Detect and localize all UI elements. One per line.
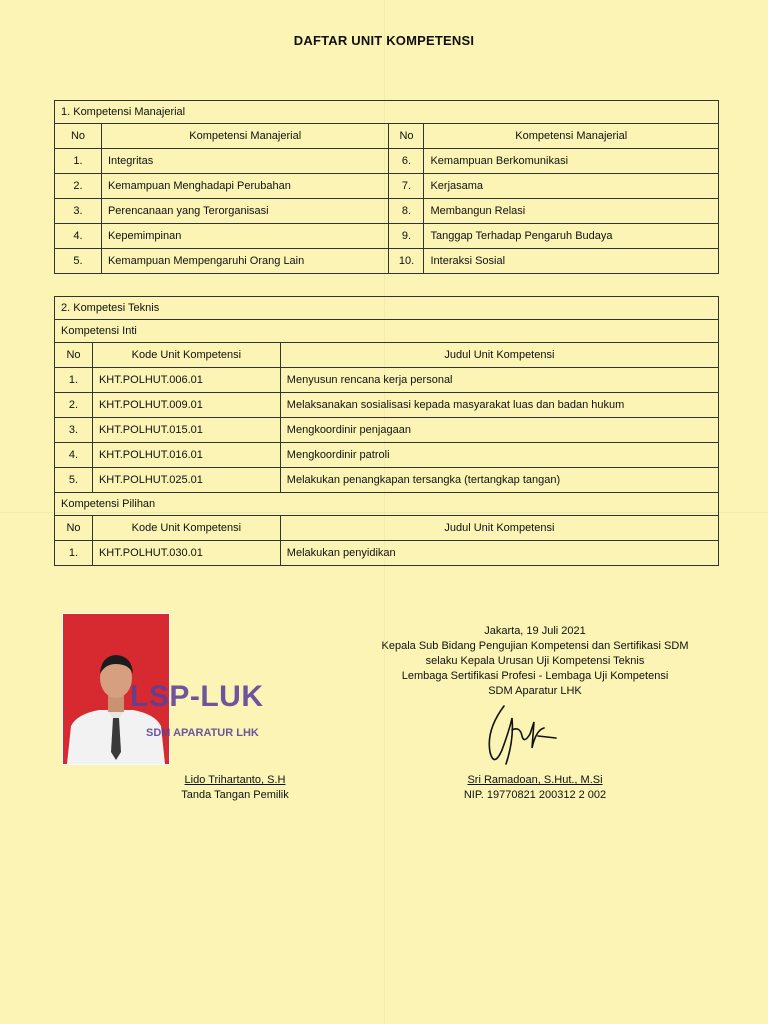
owner-name: Lido Trihartanto, S.H — [184, 774, 286, 786]
column-header-no: No — [55, 516, 93, 541]
row-number: 2. — [55, 393, 93, 418]
competency-name: Kepemimpinan — [101, 224, 389, 249]
technical-competency-table — [54, 296, 719, 566]
table-row — [55, 174, 719, 199]
column-header-no: No — [55, 343, 93, 368]
competency-name: Kemampuan Berkomunikasi — [424, 149, 719, 174]
owner-block — [150, 773, 320, 803]
unit-code: KHT.POLHUT.009.01 — [92, 393, 280, 418]
owner-caption: Tanda Tangan Pemilik — [181, 789, 289, 801]
table-row — [55, 393, 719, 418]
unit-code: KHT.POLHUT.006.01 — [92, 368, 280, 393]
row-number: 6. — [389, 149, 424, 174]
unit-code: KHT.POLHUT.015.01 — [92, 418, 280, 443]
signatory-title-line: selaku Kepala Urusan Uji Kompetensi Teknis — [425, 655, 645, 667]
signatory-block — [335, 624, 735, 699]
unit-code: KHT.POLHUT.016.01 — [92, 443, 280, 468]
unit-title: Melaksanakan sosialisasi kepada masyarakat luas dan badan hukum — [280, 393, 718, 418]
unit-title: Menyusun rencana kerja personal — [280, 368, 718, 393]
table-section-header — [55, 297, 719, 320]
table-row — [55, 468, 719, 493]
table-row — [55, 224, 719, 249]
signatory-title-line: Lembaga Sertifikasi Profesi - Lembaga Uji Kompetensi — [401, 670, 669, 682]
competency-name: Kemampuan Mempengaruhi Orang Lain — [101, 249, 389, 274]
unit-code: KHT.POLHUT.025.01 — [92, 468, 280, 493]
row-number: 3. — [55, 418, 93, 443]
competency-name: Kerjasama — [424, 174, 719, 199]
competency-name: Interaksi Sosial — [424, 249, 719, 274]
subsection-title: Kompetensi Inti — [55, 320, 719, 343]
signer-nip: NIP. 19770821 200312 2 002 — [463, 789, 607, 801]
column-header-title: Judul Unit Kompetensi — [280, 516, 718, 541]
competency-name: Perencanaan yang Terorganisasi — [101, 199, 389, 224]
table-row — [55, 418, 719, 443]
signatory-title-line: SDM Aparatur LHK — [488, 685, 582, 697]
row-number: 1. — [55, 541, 93, 566]
column-header-competency: Kompetensi Manajerial — [101, 124, 389, 149]
unit-title: Melakukan penyidikan — [280, 541, 718, 566]
row-number: 5. — [55, 468, 93, 493]
row-number: 3. — [55, 199, 102, 224]
row-number: 4. — [55, 443, 93, 468]
row-number: 1. — [55, 149, 102, 174]
row-number: 5. — [55, 249, 102, 274]
unit-code: KHT.POLHUT.030.01 — [92, 541, 280, 566]
competency-name: Tanggap Terhadap Pengaruh Budaya — [424, 224, 719, 249]
competency-name: Integritas — [101, 149, 389, 174]
table-row — [55, 541, 719, 566]
section-title: 1. Kompetensi Manajerial — [55, 101, 719, 124]
row-number: 7. — [389, 174, 424, 199]
subsection-title: Kompetensi Pilihan — [55, 493, 719, 516]
subsection-header-inti — [55, 320, 719, 343]
unit-title: Mengkoordinir penjagaan — [280, 418, 718, 443]
row-number: 1. — [55, 368, 93, 393]
row-number: 9. — [389, 224, 424, 249]
row-number: 4. — [55, 224, 102, 249]
signer-name: Sri Ramadoan, S.Hut., M.Si — [467, 774, 603, 786]
column-header-title: Judul Unit Kompetensi — [280, 343, 718, 368]
table-row — [55, 149, 719, 174]
table-section-header — [55, 101, 719, 124]
column-header-competency: Kompetensi Manajerial — [424, 124, 719, 149]
signature-icon — [482, 700, 562, 772]
lsp-luk-stamp: LSP-LUK — [130, 680, 264, 713]
signatory-title-line: Kepala Sub Bidang Pengujian Kompetensi dan Sertifikasi SDM — [381, 640, 689, 652]
table-row — [55, 199, 719, 224]
row-number: 8. — [389, 199, 424, 224]
table-header-row — [55, 516, 719, 541]
row-number: 2. — [55, 174, 102, 199]
competency-name: Kemampuan Menghadapi Perubahan — [101, 174, 389, 199]
column-header-no: No — [55, 124, 102, 149]
row-number: 10. — [389, 249, 424, 274]
unit-title: Melakukan penangkapan tersangka (tertangkap tangan) — [280, 468, 718, 493]
table-row — [55, 368, 719, 393]
document-title: DAFTAR UNIT KOMPETENSI — [293, 33, 475, 48]
section-title: 2. Kompetesi Teknis — [55, 297, 719, 320]
column-header-code: Kode Unit Kompetensi — [92, 343, 280, 368]
stamp-subtitle: SDM APARATUR LHK — [146, 727, 259, 739]
competency-name: Membangun Relasi — [424, 199, 719, 224]
column-header-code: Kode Unit Kompetensi — [92, 516, 280, 541]
table-header-row — [55, 124, 719, 149]
table-header-row — [55, 343, 719, 368]
table-row — [55, 443, 719, 468]
subsection-header-pilihan — [55, 493, 719, 516]
signer-block — [335, 773, 735, 803]
place-date: Jakarta, 19 Juli 2021 — [484, 625, 586, 637]
column-header-no: No — [389, 124, 424, 149]
table-row — [55, 249, 719, 274]
unit-title: Mengkoordinir patroli — [280, 443, 718, 468]
managerial-competency-table — [54, 100, 719, 274]
